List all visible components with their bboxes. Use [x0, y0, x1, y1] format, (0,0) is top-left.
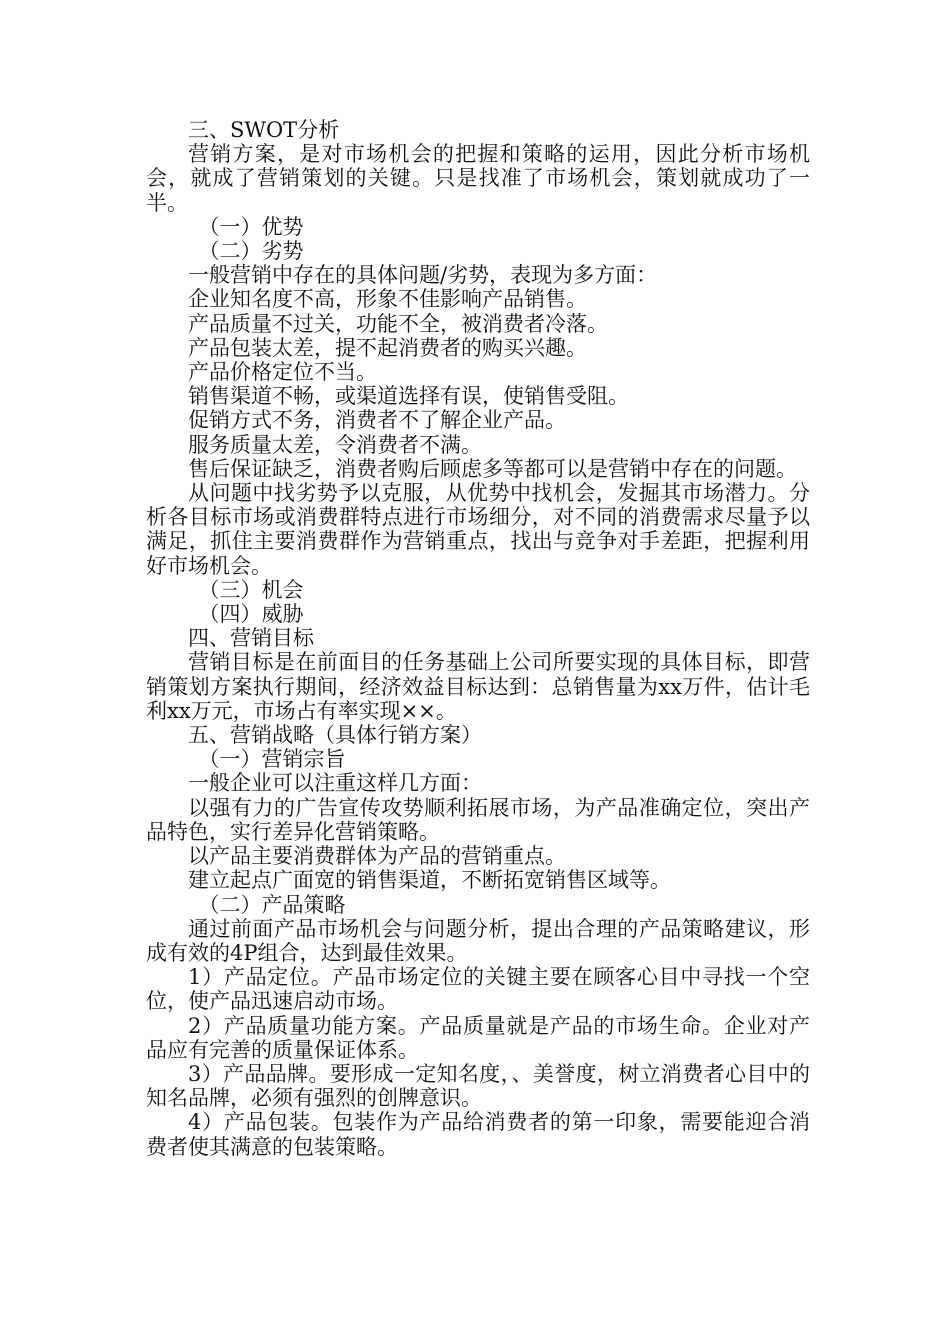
paragraph: 销售渠道不畅，或渠道选择有误，使销售受阻。: [188, 384, 629, 409]
paragraph: 1）产品定位。产品市场定位的关键主要在顾客心目中寻找一个空位，使产品迅速启动市场。: [146, 965, 810, 1014]
subheading-opportunities: （三）机会: [198, 577, 304, 602]
paragraph: 以产品主要消费群体为产品的营销重点。: [188, 844, 566, 869]
paragraph: 产品包装太差，提不起消费者的购买兴趣。: [188, 335, 587, 360]
paragraph: 服务质量太差，令消费者不满。: [188, 432, 482, 457]
paragraph: 企业知名度不高，形象不佳影响产品销售。: [188, 287, 587, 312]
paragraph: 从问题中找劣势予以克服，从优势中找机会，发掘其市场潜力。分析各目标市场或消费群特点进行市场细分，对不同的消费需求尽量予以满足，抓住主要消费群作为营销重点，找出与竞争对手差距，把握利用好市场机会。: [146, 481, 810, 578]
subheading-threats: （四）威胁: [198, 602, 304, 627]
subheading-product-strategy: （二）产品策略: [198, 892, 346, 917]
paragraph: 通过前面产品市场机会与问题分析，提出合理的产品策略建议，形成有效的4P组合，达到最佳效果。: [146, 916, 810, 965]
section-heading-strategy: 五、营销战略（具体行销方案）: [188, 723, 482, 748]
subheading-purpose: （一）营销宗旨: [198, 747, 346, 772]
section-heading-goals: 四、营销目标: [188, 626, 314, 651]
paragraph: 售后保证缺乏，消费者购后顾虑多等都可以是营销中存在的问题。: [188, 456, 797, 481]
subheading-strengths: （一）优势: [198, 214, 304, 239]
paragraph: 一般企业可以注重这样几方面：: [188, 771, 482, 796]
section-heading-swot: 三、SWOT分析: [188, 118, 340, 142]
paragraph: 营销目标是在前面目的任务基础上公司所要实现的具体目标，即营销策划方案执行期间，经济效益目标达到：总销售量为xx万件，估计毛利xx万元，市场占有率实现××。: [146, 650, 810, 723]
paragraph: 营销方案，是对市场机会的把握和策略的运用，因此分析市场机会，就成了营销策划的关键。只是找准了市场机会，策划就成功了一半。: [146, 142, 810, 215]
paragraph: 促销方式不务，消费者不了解企业产品。: [188, 408, 566, 433]
paragraph: 建立起点广面宽的销售渠道，不断拓宽销售区域等。: [188, 868, 671, 893]
document-body: [146, 118, 810, 1159]
paragraph: 产品价格定位不当。: [188, 360, 377, 385]
paragraph: 2）产品质量功能方案。产品质量就是产品的市场生命。企业对产品应有完善的质量保证体系。: [146, 1013, 810, 1062]
subheading-weaknesses: （二）劣势: [198, 239, 304, 264]
paragraph: 以强有力的广告宣传攻势顺利拓展市场，为产品准确定位，突出产品特色，实行差异化营销策略。: [146, 795, 810, 844]
paragraph: 产品质量不过关，功能不全，被消费者冷落。: [188, 311, 608, 336]
paragraph: 4）产品包装。包装作为产品给消费者的第一印象，需要能迎合消费者使其满意的包装策略。: [146, 1110, 810, 1159]
paragraph: 一般营销中存在的具体问题/劣势，表现为多方面：: [188, 263, 658, 288]
paragraph: 3）产品品牌。要形成一定知名度，、美誉度，树立消费者心目中的知名品牌，必须有强烈的创牌意识。: [146, 1061, 810, 1111]
